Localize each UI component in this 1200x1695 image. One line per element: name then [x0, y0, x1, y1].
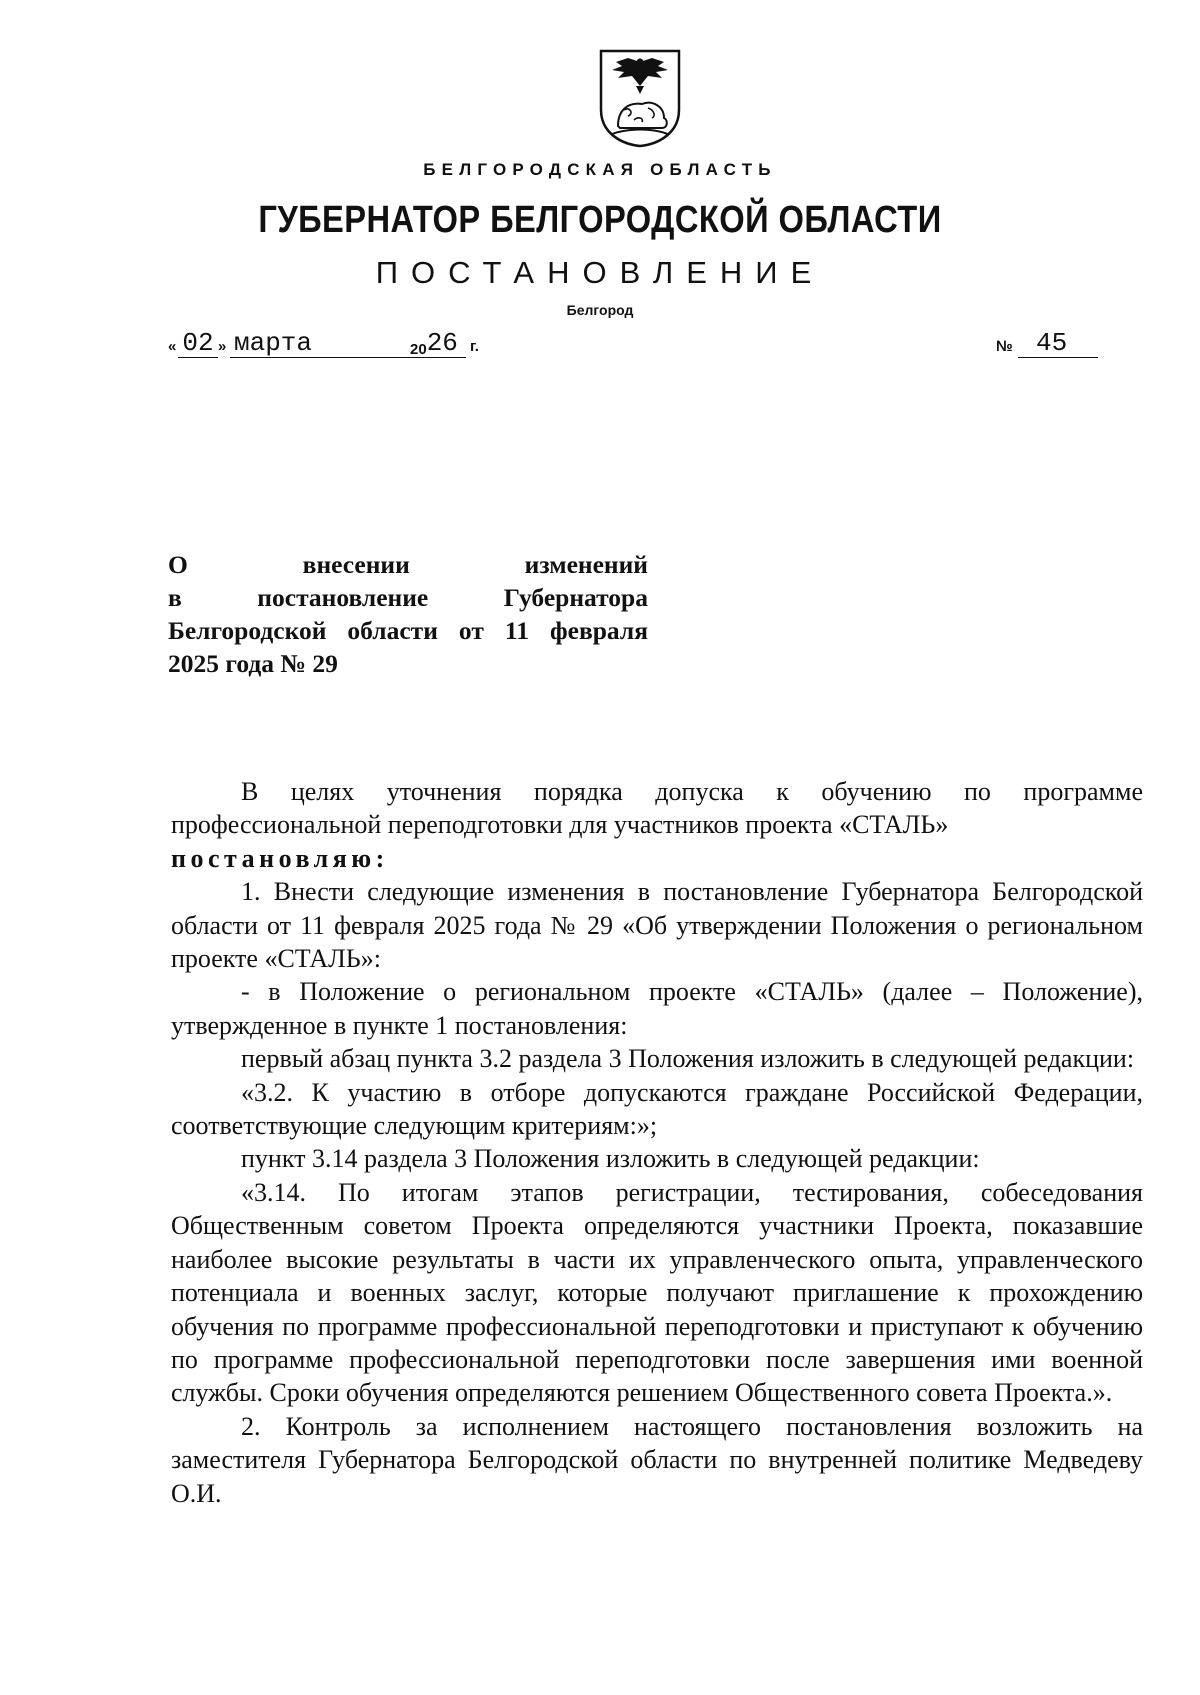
paragraph: «3.2. К участию в отборе допускаются граждане Российской Федерации, соответствующие следующим критериям:»;: [171, 1077, 1143, 1141]
title-line: 2025 года № 29: [168, 649, 338, 678]
paragraph: пункт 3.14 раздела 3 Положения изложить в следующей редакции:: [241, 1144, 980, 1174]
number-sign: №: [996, 338, 1013, 355]
coat-of-arms-icon: [598, 48, 682, 148]
document-body: [171, 775, 1143, 1510]
title-line: Белгородской области от 11 февраля: [168, 616, 648, 645]
paragraph: 2. Контроль за исполнением настоящего постановления возложить на заместителя Губернатора Белгородской области по внутренней политике Медведеву О.И.: [171, 1411, 1143, 1508]
date-month-field: [230, 330, 430, 358]
date-quote-open: «: [168, 338, 177, 355]
paragraph: первый абзац пункта 3.2 раздела 3 Положения изложить в следующей редакции:: [241, 1044, 1135, 1074]
date-year-field: [410, 330, 466, 358]
decree-word: постановляю:: [171, 843, 389, 873]
preamble: В целях уточнения порядка допуска к обучению по программе профессиональной переподготовки для участников проекта «СТАЛЬ»: [171, 777, 1143, 840]
city-name: Белгород: [566, 302, 634, 318]
paragraph: «3.14. По итогам этапов регистрации, тестирования, собеседования Общественным советом Проекта определяются участники Проекта, показавшие наиболее высокие результаты в части их управленческого опыта, управленческого потенциала и военных заслуг, которые получают приглашение к прохождению обучения по программе профессиональной переподготовки и приступают к обучению по программе профессиональной переподготовки после завершения ими военной службы. Сроки обучения определяются решением Общественного совета Проекта.».: [171, 1177, 1143, 1408]
region-name: БЕЛГОРОДСКАЯ ОБЛАСТЬ: [423, 160, 777, 179]
dateline: [168, 330, 1108, 360]
paragraph: - в Положение о региональном проекте «СТАЛЬ» (далее – Положение), утвержденное в пункте 1 постановления:: [171, 977, 1143, 1040]
document-number: 45: [1036, 328, 1068, 358]
title-line: в постановление Губернатора: [168, 583, 648, 612]
paragraph: 1. Внести следующие изменения в постановление Губернатора Белгородской области от 11 февраля 2025 года № 29 «Об утверждении Положения о региональном проекте «СТАЛЬ»:: [171, 877, 1143, 974]
document-type: ПОСТАНОВЛЕНИЕ: [375, 255, 825, 290]
document-number-field: [1018, 330, 1098, 358]
title-line: О внесении изменений: [168, 550, 648, 579]
date-year-mark: г.: [470, 338, 479, 355]
document-title: [168, 548, 648, 680]
authority-title: ГУБЕРНАТОР БЕЛГОРОДСКОЙ ОБЛАСТИ: [258, 199, 942, 241]
date-year-prefix: 20: [410, 341, 427, 358]
date-quote-close: »: [218, 338, 227, 355]
date-month: марта: [234, 328, 313, 358]
date-day: 02: [178, 330, 218, 358]
date-year-suffix: 26: [426, 328, 458, 358]
